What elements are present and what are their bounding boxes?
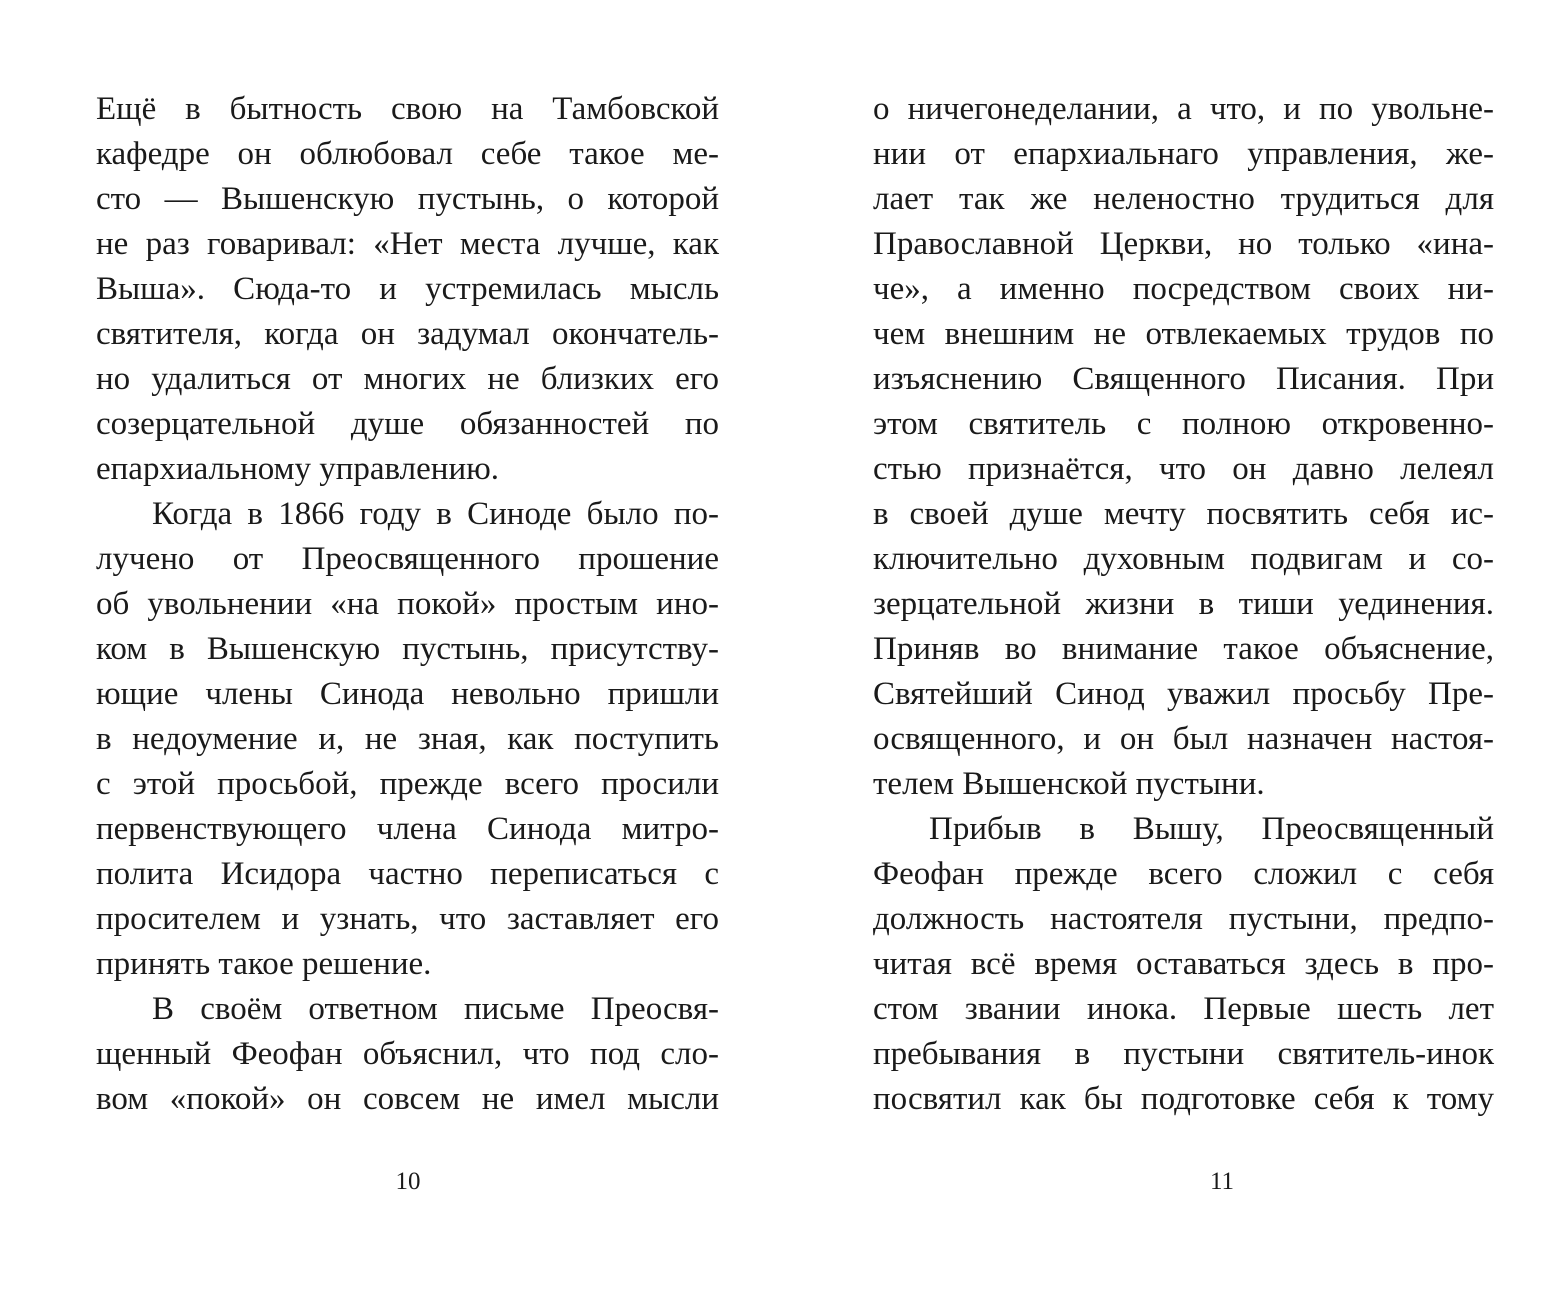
right-page-text bbox=[873, 87, 1494, 1122]
text-line: Святейший Синод уважил просьбу Пре- bbox=[873, 676, 1494, 712]
text-line: пребывания в пустыни святитель-инок bbox=[873, 1036, 1494, 1072]
text-line: нии от епархиальнаго управления, же- bbox=[873, 136, 1494, 172]
text-line: не раз говаривал: «Нет места лучше, как bbox=[96, 226, 719, 262]
text-line: Когда в 1866 году в Синоде было по- bbox=[152, 496, 719, 532]
text-line: ком в Вышенскую пустынь, присутству- bbox=[96, 631, 719, 667]
text-line: изъяснению Священного Писания. При bbox=[873, 361, 1494, 397]
text-line: освященного, и он был назначен настоя- bbox=[873, 721, 1494, 757]
text-line: должность настоятеля пустыни, предпо- bbox=[873, 901, 1494, 937]
page-number: 10 bbox=[395, 1168, 421, 1195]
text-line: Ещё в бытность свою на Тамбовской bbox=[96, 91, 719, 127]
text-line: В своём ответном письме Преосвя- bbox=[152, 991, 719, 1027]
text-line: зерцательной жизни в тиши уединения. bbox=[873, 586, 1494, 622]
text-line: посвятил как бы подготовке себя к тому bbox=[873, 1081, 1494, 1117]
text-line: стью признаётся, что он давно лелеял bbox=[873, 451, 1494, 487]
text-line: стом звании инока. Первые шесть лет bbox=[873, 991, 1494, 1027]
text-line: Феофан прежде всего сложил с себя bbox=[873, 856, 1494, 892]
text-line: ключительно духовным подвигам и со- bbox=[873, 541, 1494, 577]
text-line: телем Вышенской пустыни. bbox=[873, 766, 1265, 802]
text-line: с этой просьбой, прежде всего просили bbox=[96, 766, 719, 802]
text-line: вом «покой» он совсем не имел мысли bbox=[96, 1081, 719, 1117]
text-line: Прибыв в Вышу, Преосвященный bbox=[929, 811, 1494, 847]
text-line: созерцательной душе обязанностей по bbox=[96, 406, 719, 442]
text-line: принять такое решение. bbox=[96, 946, 432, 982]
text-line: в недоумение и, не зная, как поступить bbox=[96, 721, 719, 757]
text-line: Выша». Сюда-то и устремилась мысль bbox=[96, 271, 719, 307]
text-line: о ничегонеделании, а что, и по увольне- bbox=[873, 91, 1494, 127]
text-line: че», а именно посредством своих ни- bbox=[873, 271, 1494, 307]
text-line: первенствующего члена Синода митро- bbox=[96, 811, 719, 847]
text-line: епархиальному управлению. bbox=[96, 451, 500, 487]
text-line: об увольнении «на покой» простым ино- bbox=[96, 586, 719, 622]
text-line: но удалиться от многих не близких его bbox=[96, 361, 719, 397]
text-line: кафедре он облюбовал себе такое ме- bbox=[96, 136, 719, 172]
left-page bbox=[0, 0, 780, 1296]
text-line: ющие члены Синода невольно пришли bbox=[96, 676, 719, 712]
text-line: чем внешним не отвлекаемых трудов по bbox=[873, 316, 1494, 352]
text-line: сто — Вышенскую пустынь, о которой bbox=[96, 181, 719, 217]
text-line: лает так же неленостно трудиться для bbox=[873, 181, 1494, 217]
text-line: в своей душе мечту посвятить себя ис- bbox=[873, 496, 1494, 532]
text-line: Приняв во внимание такое объяснение, bbox=[873, 631, 1494, 667]
text-line: читая всё время оставаться здесь в про- bbox=[873, 946, 1494, 982]
text-line: лучено от Преосвященного прошение bbox=[96, 541, 719, 577]
text-line: щенный Феофан объяснил, что под сло- bbox=[96, 1036, 719, 1072]
text-line: Православной Церкви, но только «ина- bbox=[873, 226, 1494, 262]
text-line: святителя, когда он задумал окончатель- bbox=[96, 316, 719, 352]
text-line: просителем и узнать, что заставляет его bbox=[96, 901, 719, 937]
page-number: 11 bbox=[1209, 1168, 1235, 1195]
left-page-text bbox=[96, 87, 719, 1122]
text-line: этом святитель с полною откровенно- bbox=[873, 406, 1494, 442]
right-page bbox=[780, 0, 1563, 1296]
text-line: полита Исидора частно переписаться с bbox=[96, 856, 719, 892]
